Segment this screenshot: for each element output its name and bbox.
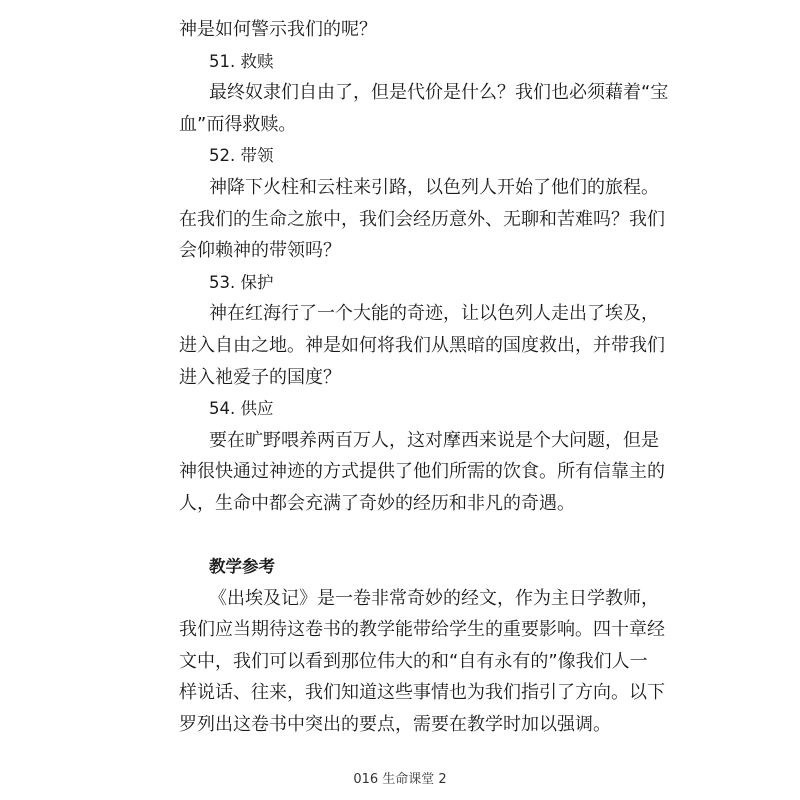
paragraph-line: 样说话、往来，我们知道这些事情也为我们指引了方向。以下 <box>179 682 665 704</box>
document-page <box>179 14 669 741</box>
reference-heading: 教学参考 <box>209 557 275 577</box>
paragraph-line: 血”而得救赎。 <box>179 113 297 135</box>
page-footer: 016 生命课堂 2 <box>353 772 447 787</box>
paragraph-line: 进入祂爱子的国度？ <box>179 366 341 388</box>
paragraph-line: 人，生命中都会充满了奇妙的经历和非凡的奇遇。 <box>179 492 575 514</box>
section-gap <box>179 520 639 552</box>
paragraph-line: 罗列出这卷书中突出的要点，需要在教学时加以强调。 <box>179 714 611 736</box>
paragraph-line: 文中，我们可以看到那位伟大的和“自有永有的”像我们人一 <box>179 650 648 672</box>
paragraph-line: 进入自由之地。神是如何将我们从黑暗的国度救出，并带我们 <box>179 334 665 356</box>
paragraph-line: 在我们的生命之旅中，我们会经历意外、无聊和苦难吗？我们 <box>179 208 665 230</box>
paragraph-line: 我们应当期待这卷书的教学能带给学生的重要影响。四十章经 <box>179 619 665 641</box>
paragraph-line: 要在旷野喂养两百万人，这对摩西来说是个大问题，但是 <box>209 429 659 451</box>
section-heading-51: 51. 救赎 <box>209 51 274 71</box>
section-heading-53: 53. 保护 <box>209 272 274 292</box>
paragraph-line: 神在红海行了一个大能的奇迹，让以色列人走出了埃及， <box>209 303 659 325</box>
paragraph-line: 神降下火柱和云柱来引路，以色列人开始了他们的旅程。 <box>209 176 659 198</box>
paragraph-line: 《出埃及记》是一卷非常奇妙的经文，作为主日学教师， <box>209 587 659 609</box>
paragraph-line: 神很快通过神迹的方式提供了他们所需的饮食。所有信靠主的 <box>179 461 665 483</box>
paragraph-line: 会仰赖神的带领吗？ <box>179 240 341 262</box>
section-heading-54: 54. 供应 <box>209 399 274 419</box>
paragraph-line: 最终奴隶们自由了，但是代价是什么？我们也必须藉着“宝 <box>209 82 669 104</box>
section-heading-52: 52. 带领 <box>209 146 274 166</box>
intro-line: 神是如何警示我们的呢？ <box>179 19 377 40</box>
